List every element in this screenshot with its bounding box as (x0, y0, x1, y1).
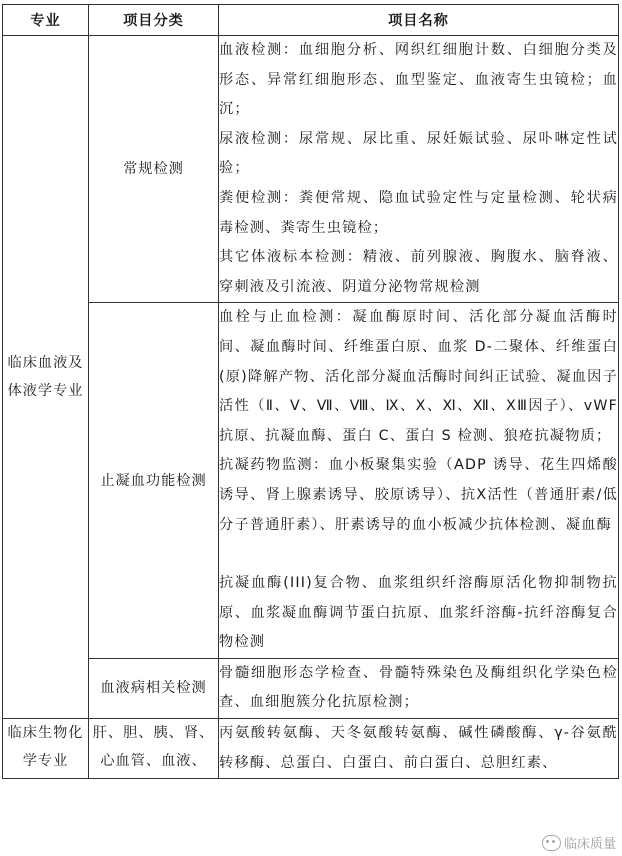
header-item-name: 项目名称 (219, 5, 619, 36)
item-paragraph: 骨髓细胞形态学检查、骨髓特殊染色及酶组织化学染色检查、血细胞簇分化抗原检测； (219, 664, 618, 711)
category-cell: 止凝血功能检测 (89, 303, 219, 659)
table-row (3, 303, 619, 659)
item-list-cell (219, 303, 619, 659)
table-row (3, 658, 619, 718)
item-list-cell (219, 36, 619, 303)
item-paragraph: 抗凝血酶(III)复合物、血浆组织纤溶酶原活化物抑制物抗原、血浆凝血酶调节蛋白抗原、血浆纤溶酶-抗纤溶酶复合物检测 (219, 575, 618, 651)
item-list-cell (219, 719, 619, 779)
project-table (2, 4, 619, 779)
category-cell: 血液病相关检测 (89, 658, 219, 718)
major-cell: 临床血液及体液学专业 (3, 36, 89, 719)
table-row (3, 36, 619, 303)
item-paragraph: 血液检测：血细胞分析、网织红细胞计数、白细胞分类及形态、异常红细胞形态、血型鉴定、血液寄生虫镜检；血沉； (219, 42, 618, 118)
header-category: 项目分类 (89, 5, 219, 36)
category-cell: 肝、胆、胰、肾、心血管、血液、 (89, 719, 219, 779)
header-row (3, 5, 619, 36)
item-paragraph: 尿液检测：尿常规、尿比重、尿妊娠试验、尿卟啉定性试验； (219, 130, 618, 177)
watermark (542, 833, 616, 852)
category-cell: 常规检测 (89, 36, 219, 303)
table-row (3, 719, 619, 779)
item-paragraph: 其它体液标本检测：精液、前列腺液、胸腹水、脑脊液、穿刺液及引流液、阴道分泌物常规检测 (219, 249, 618, 295)
item-paragraph: 丙氨酸转氨酶、天冬氨酸转氨酶、碱性磷酸酶、γ-谷氨酰转移酶、总蛋白、白蛋白、前白蛋白、总胆红素、 (219, 725, 618, 771)
item-paragraph: 血栓与止血检测：凝血酶原时间、活化部分凝血活酶时间、凝血酶时间、纤维蛋白原、血浆 D-二聚体、纤维蛋白(原)降解产物、活化部分凝血活酶时间纠正试验、凝血因子活性（Ⅱ、Ⅴ、Ⅶ、Ⅷ、Ⅸ、Ⅹ、Ⅺ、Ⅻ、ⅩⅢ因子）、vWF 抗原、抗凝血酶、蛋白 C、蛋白 S 检测、狼疮抗凝物质； (219, 309, 618, 444)
wechat-icon (542, 835, 561, 851)
header-major: 专业 (3, 5, 89, 36)
item-paragraph: 粪便检测：粪便常规、隐血试验定性与定量检测、轮状病毒检测、粪寄生虫镜检； (219, 189, 618, 236)
major-cell: 临床生物化学专业 (3, 719, 89, 779)
item-list-cell (219, 658, 619, 718)
watermark-text: 临床质量 (563, 837, 616, 852)
item-paragraph: 抗凝药物监测：血小板聚集实验（ADP 诱导、花生四烯酸诱导、肾上腺素诱导、胶原诱导）、抗Ⅹ活性（普通肝素/低分子普通肝素）、肝素诱导的血小板减少抗体检测、凝血酶 (219, 457, 618, 533)
